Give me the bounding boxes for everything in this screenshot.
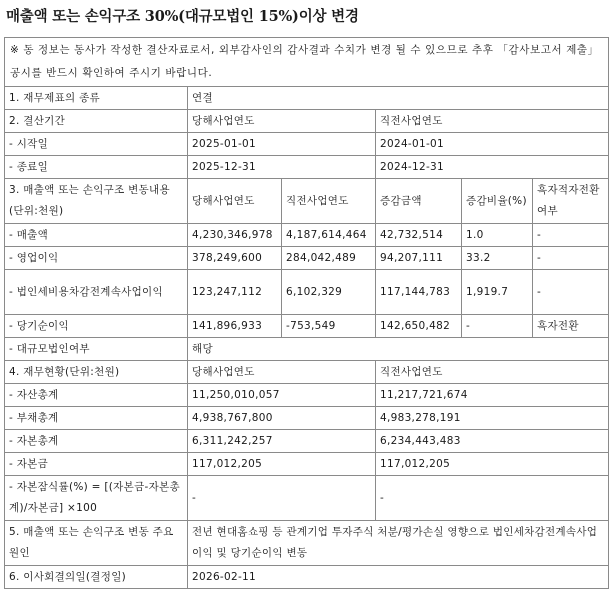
revenue-label: - 매출액 [5,224,188,247]
operating-income-prior: 284,042,489 [282,247,376,270]
end-date-prior: 2024-12-31 [376,156,609,179]
table-row [5,224,609,247]
table-row [5,384,609,407]
operating-income-current: 378,249,600 [188,247,282,270]
large-corp-label: - 대규모법인여부 [5,338,188,361]
operating-income-label: - 영업이익 [5,247,188,270]
period-label: 2. 결산기간 [5,110,188,133]
operating-income-ratio: 33.2 [462,247,533,270]
table-row [5,521,609,566]
section4-header-row [5,361,609,384]
table-row [5,270,609,315]
table-row [5,315,609,338]
table-row [5,133,609,156]
section4-current-header: 당해사업연도 [188,361,376,384]
net-income-prior: -753,549 [282,315,376,338]
total-liabilities-prior: 4,983,278,191 [376,407,609,430]
col-header-ratio: 증감비율(%) [462,179,533,224]
table-row [5,566,609,589]
impairment-ratio-prior: - [376,476,609,521]
end-date-current: 2025-12-31 [188,156,376,179]
table-row [5,476,609,521]
revenue-current: 4,230,346,978 [188,224,282,247]
total-equity-prior: 6,234,443,483 [376,430,609,453]
section4-label: 4. 재무현황(단위:천원) [5,361,188,384]
pretax-income-change: 117,144,783 [376,270,462,315]
impairment-ratio-label: - 자본잠식률(%) = [(자본금-자본총계)/자본금] ×100 [5,476,188,521]
disclosure-table [4,37,609,589]
total-equity-label: - 자본총계 [5,430,188,453]
net-income-change: 142,650,482 [376,315,462,338]
net-income-turn: 흑자전환 [533,315,609,338]
net-income-current: 141,896,933 [188,315,282,338]
capital-stock-current: 117,012,205 [188,453,376,476]
pretax-income-turn: - [533,270,609,315]
statement-type-label: 1. 재무제표의 종류 [5,87,188,110]
table-row [5,156,609,179]
operating-income-change: 94,207,111 [376,247,462,270]
col-header-prior: 직전사업연도 [282,179,376,224]
page-title: 매출액 또는 손익구조 30%(대규모법인 15%)이상 변경 [6,8,359,25]
total-liabilities-label: - 부채총계 [5,407,188,430]
total-assets-current: 11,250,010,057 [188,384,376,407]
total-assets-label: - 자산총계 [5,384,188,407]
operating-income-turn: - [533,247,609,270]
table-row [5,407,609,430]
table-row [5,247,609,270]
total-equity-current: 6,311,242,257 [188,430,376,453]
revenue-turn: - [533,224,609,247]
large-corp-value: 해당 [188,338,609,361]
table-row [5,338,609,361]
capital-stock-label: - 자본금 [5,453,188,476]
section5-value: 전년 현대홈쇼핑 등 관계기업 투자주식 처분/평가손실 영향으로 법인세차감전계속사업이익 및 당기순이익 변동 [188,521,609,566]
table-row [5,110,609,133]
table-row [5,87,609,110]
pretax-income-current: 123,247,112 [188,270,282,315]
notice-text: ※ 동 정보는 동사가 작성한 결산자료로서, 외부감사인의 감사결과 수치가 변경 될 수 있으므로 추후 「감사보고서 제출」공시를 반드시 확인하여 주시기 바랍니다. [5,38,609,87]
section3-header-row [5,179,609,224]
section6-value: 2026-02-11 [188,566,609,589]
col-header-turn: 흑자적자전환여부 [533,179,609,224]
start-date-label: - 시작일 [5,133,188,156]
end-date-label: - 종료일 [5,156,188,179]
pretax-income-prior: 6,102,329 [282,270,376,315]
pretax-income-label: - 법인세비용차감전계속사업이익 [5,270,188,315]
total-liabilities-current: 4,938,767,800 [188,407,376,430]
section5-label: 5. 매출액 또는 손익구조 변동 주요원인 [5,521,188,566]
col-header-current: 당해사업연도 [188,179,282,224]
revenue-prior: 4,187,614,464 [282,224,376,247]
table-row [5,453,609,476]
start-date-current: 2025-01-01 [188,133,376,156]
pretax-income-ratio: 1,919.7 [462,270,533,315]
revenue-change: 42,732,514 [376,224,462,247]
capital-stock-prior: 117,012,205 [376,453,609,476]
notice-row [5,38,609,87]
impairment-ratio-current: - [188,476,376,521]
net-income-ratio: - [462,315,533,338]
revenue-ratio: 1.0 [462,224,533,247]
table-row [5,430,609,453]
total-assets-prior: 11,217,721,674 [376,384,609,407]
period-current-header: 당해사업연도 [188,110,376,133]
section6-label: 6. 이사회결의일(결정일) [5,566,188,589]
statement-type-value: 연결 [188,87,609,110]
period-prior-header: 직전사업연도 [376,110,609,133]
section4-prior-header: 직전사업연도 [376,361,609,384]
section3-label: 3. 매출액 또는 손익구조 변동내용(단위:천원) [5,179,188,224]
col-header-change: 증감금액 [376,179,462,224]
net-income-label: - 당기순이익 [5,315,188,338]
start-date-prior: 2024-01-01 [376,133,609,156]
